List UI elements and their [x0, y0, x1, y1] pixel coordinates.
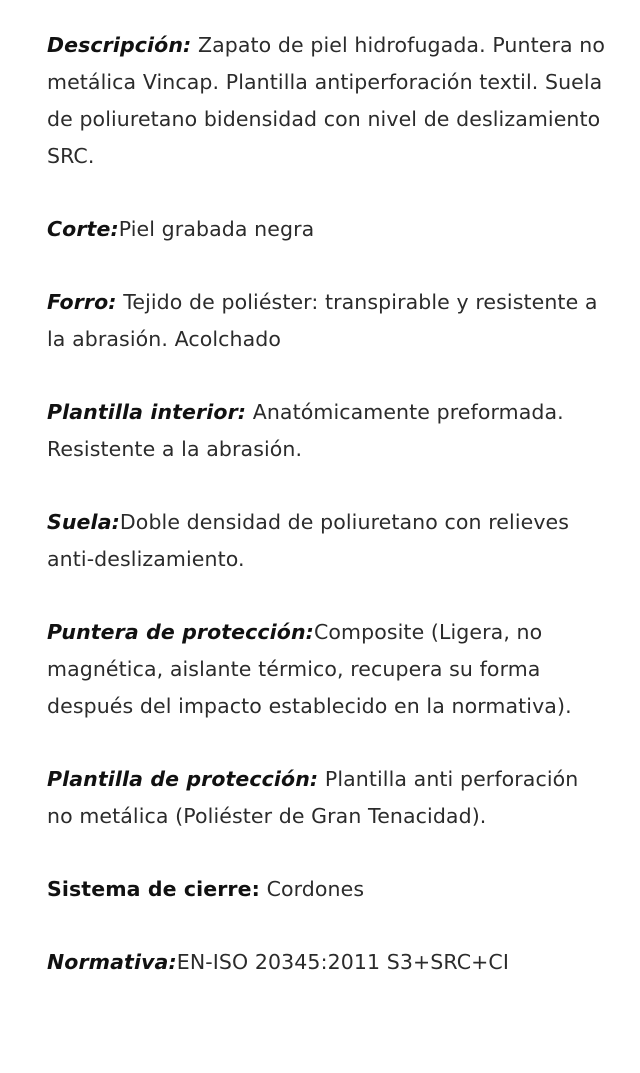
spec-description [47, 27, 607, 175]
spec-label: Normativa: [47, 950, 177, 974]
spec-value: Zapato de piel hidrofugada. Puntera no metálica Vincap. Plantilla antiperforación textil. Suela de poliuretano bidensidad con nivel de deslizamiento SRC. [47, 33, 606, 168]
spec-value: Tejido de poliéster: transpirable y resistente a la abrasión. Acolchado [47, 290, 598, 351]
spec-label: Suela: [47, 510, 120, 534]
spec-protective-insole [47, 761, 607, 835]
spec-label: Descripción: [47, 33, 192, 57]
spec-value: Cordones [259, 877, 365, 901]
spec-lining [47, 284, 607, 358]
spec-insole [47, 394, 607, 468]
spec-label: Forro: [47, 290, 117, 314]
spec-label: Plantilla de protección: [47, 767, 319, 791]
spec-value: EN-ISO 20345:2011 S3+SRC+CI [176, 950, 509, 974]
spec-value: Doble densidad de poliuretano con relieves anti-deslizamiento. [47, 510, 570, 571]
product-spec-list [47, 27, 607, 981]
spec-value: Piel grabada negra [118, 217, 315, 241]
spec-value: Plantilla anti perforación no metálica (Poliéster de Gran Tenacidad). [47, 767, 579, 828]
spec-upper [47, 211, 607, 248]
spec-closure-system [47, 871, 607, 908]
spec-label: Sistema de cierre: [47, 877, 260, 901]
spec-label: Puntera de protección: [47, 620, 314, 644]
spec-value: Composite (Ligera, no magnética, aislante térmico, recupera su forma después del impacto establecido en la normativa). [47, 620, 572, 718]
spec-standard [47, 944, 607, 981]
spec-label: Corte: [47, 217, 119, 241]
spec-value: Anatómicamente preformada. Resistente a la abrasión. [47, 400, 564, 461]
spec-toecap [47, 614, 607, 725]
spec-label: Plantilla interior: [47, 400, 247, 424]
spec-sole [47, 504, 607, 578]
